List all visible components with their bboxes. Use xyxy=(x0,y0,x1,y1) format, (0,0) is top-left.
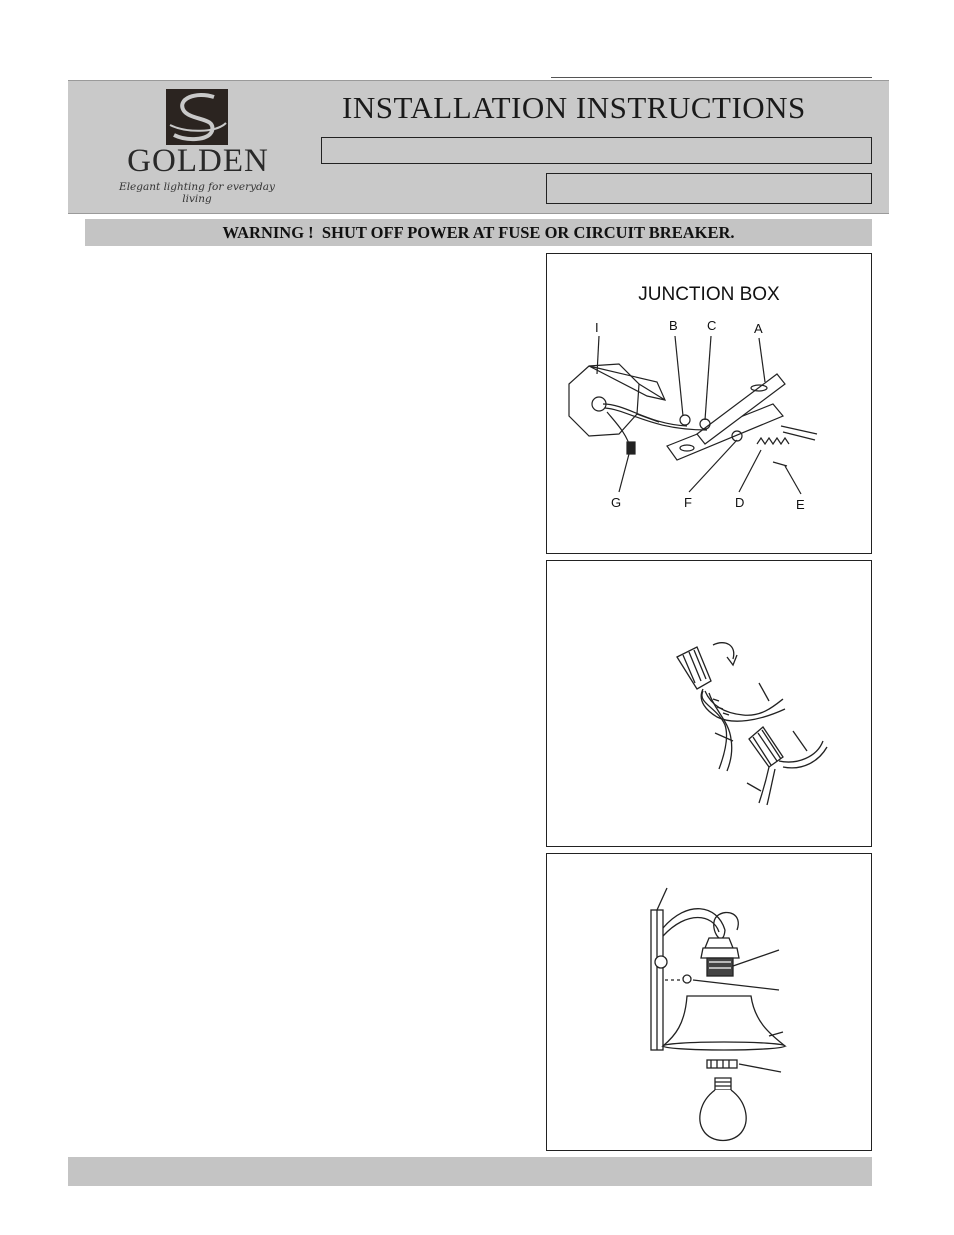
fixture-assembly-illustration xyxy=(547,854,870,1149)
wire-connection-diagram xyxy=(546,560,872,847)
golden-logo-icon xyxy=(166,89,228,145)
sku-field xyxy=(546,173,872,204)
header-rule xyxy=(551,77,872,78)
label-d: D xyxy=(735,495,745,510)
wire-nut-illustration xyxy=(547,561,870,845)
label-f: F xyxy=(684,495,692,510)
junction-box-illustration xyxy=(547,254,870,552)
label-c: C xyxy=(707,318,717,333)
label-g: G xyxy=(611,495,622,510)
brand-tagline: Elegant lighting for everyday living xyxy=(119,181,275,205)
brand-name: GOLDEN xyxy=(127,143,269,179)
label-e: E xyxy=(796,497,805,512)
junction-box-diagram xyxy=(546,253,872,554)
label-i: I xyxy=(595,320,599,335)
label-b: B xyxy=(669,318,678,333)
label-a: A xyxy=(754,321,763,336)
model-number-field xyxy=(321,137,872,164)
footer-band xyxy=(68,1157,872,1186)
page-title: INSTALLATION INSTRUCTIONS xyxy=(342,90,806,125)
diagram-title: JUNCTION BOX xyxy=(638,284,780,305)
warning-banner: WARNING ! SHUT OFF POWER AT FUSE OR CIRCUIT BREAKER. xyxy=(85,219,872,246)
fixture-assembly-diagram xyxy=(546,853,872,1151)
